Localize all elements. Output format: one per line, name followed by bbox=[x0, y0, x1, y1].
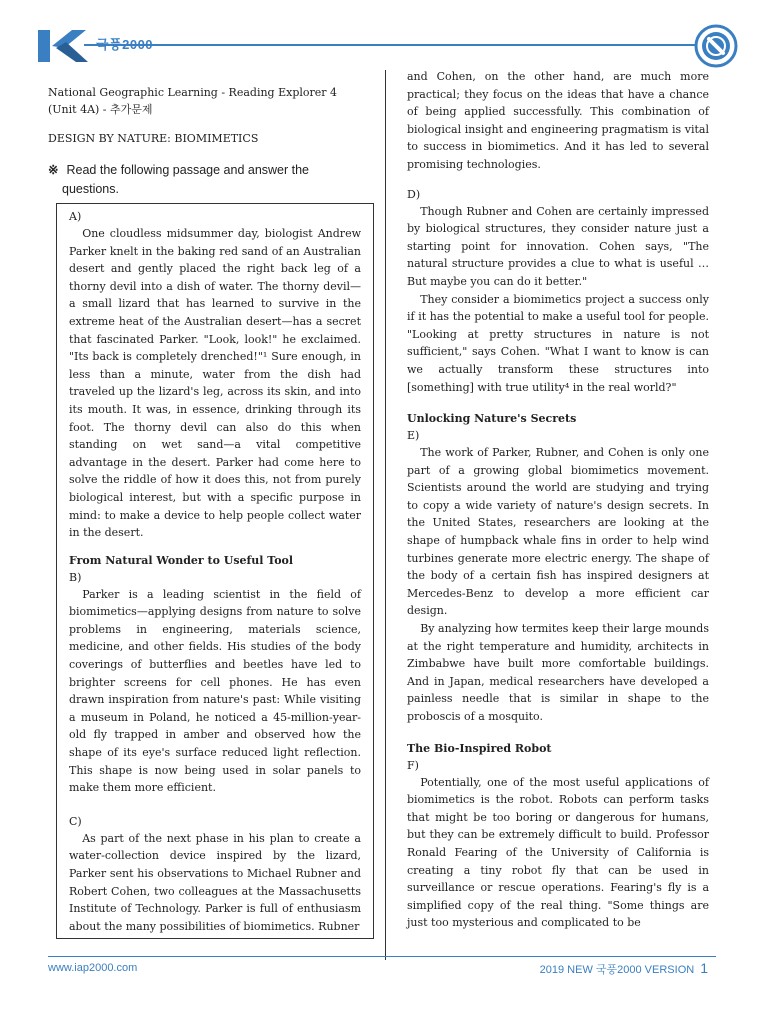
right-column bbox=[407, 68, 709, 932]
reference-mark: ※ bbox=[48, 163, 59, 177]
instruction-text: Read the following passage and answer the bbox=[66, 163, 310, 177]
section-d-paragraph-2: They consider a biomimetics project a success only if it has the potential to make a useful tool for people. "Looking at pretty structures in nature is not sufficient," says Cohen. "What I want to know is can we actually transform these structures into [something] with true utility⁴ in the real world?" bbox=[407, 292, 709, 394]
section-e-paragraph-2: By analyzing how termites keep their large mounds at the right temperature and humidity, architects in Zimbabwe have built more comfortable buildings. And in Japan, medical researchers have developed a painless needle that is similar in shape to the proboscis of a mosquito. bbox=[407, 622, 709, 723]
subheading-bio-robot: The Bio-Inspired Robot bbox=[407, 741, 552, 755]
passage-box bbox=[56, 203, 374, 939]
subheading-unlocking-secrets: Unlocking Nature's Secrets bbox=[407, 412, 577, 426]
section-d-paragraph-1: Though Rubner and Cohen are certainly impressed by biological structures, they consider nature just a starting point for innovation. Cohen says, "The natural structure provides a clue to what is useful … But maybe you can do it better." bbox=[407, 204, 709, 288]
page-number: 1 bbox=[700, 960, 708, 976]
instruction bbox=[48, 161, 374, 199]
header-brand: 국풍2000 bbox=[96, 37, 154, 52]
k-logo-icon bbox=[36, 28, 90, 64]
section-b-paragraph: Parker is a leading scientist in the field of biomimetics—applying designs from nature to solve problems in engineering, materials science, medicine, and other fields. His studies of the body coverings of butterflies and beetles have led to brighter screens for cell phones. He has even drawn inspiration from nature's past: While visiting a museum in Poland, he noticed a 45-million-year-old fly trapped in amber and observed how the shape of its eye's surface reduced light reflection. This shape is now being used in solar panels to make them more efficient. bbox=[69, 587, 361, 795]
footer-version-text: 2019 NEW 국풍2000 VERSION bbox=[539, 964, 695, 976]
instruction-text-cont: questions. bbox=[62, 182, 119, 196]
footer-rule bbox=[48, 956, 716, 957]
section-a-label: A) bbox=[69, 210, 82, 223]
section-f-paragraph: Potentially, one of the most useful applications of biomimetics is the robot. Robots can perform tasks that might be too boring or dangerous for humans, but they can be extremely difficult to build. Professor Ronald Fearing of the University of California is creating a tiny robot fly that can be used in surveillance or rescue operations. Fearing's fly is a simplified copy of the real thing. "Some things are just too mysterious and complicated to be bbox=[407, 775, 709, 930]
header-rule bbox=[84, 44, 704, 46]
section-c-label: C) bbox=[69, 814, 82, 828]
source-line: National Geographic Learning - Reading Explorer 4 bbox=[48, 86, 338, 99]
footer-version bbox=[540, 960, 708, 977]
unit-line: (Unit 4A) - 추가문제 bbox=[48, 103, 153, 116]
passage-title: DESIGN BY NATURE: BIOMIMETICS bbox=[48, 132, 259, 145]
subheading-natural-wonder: From Natural Wonder to Useful Tool bbox=[69, 553, 294, 567]
footer-url[interactable]: www.iap2000.com bbox=[48, 962, 138, 974]
section-a-paragraph: One cloudless midsummer day, biologist Andrew Parker knelt in the baking red sand of an Australian desert and gently placed the right back leg of a thorny devil into a dish of water. The thorny devil—a small lizard that has learned to survive in the extreme heat of the Australian desert—has a secret that fascinated Parker. "Look, look!" he exclaimed. "Its back is completely drenched!"¹ Sure enough, in less than a minute, water from the dish had traveled up the lizard's leg, across its skin, and into its mouth. It was, in essence, drinking through its foot. The thorny devil can also do this when standing on wet sand—a vital competitive advantage in the desert. Parker had come here to solve the riddle of how it does this, not from purely biological interest, but with a specific purpose in mind: to make a device to help people collect water in the desert. bbox=[69, 227, 361, 540]
section-c-paragraph: As part of the next phase in his plan to create a water-collection device inspired by the lizard, Parker sent his observations to Michael Rubner and Robert Cohen, two colleagues at the Massachusetts Institute of Technology. Parker is full of enthusiasm about the many possibilities of biomimetics. Rubner bbox=[69, 831, 361, 933]
section-e-label: E) bbox=[407, 429, 420, 443]
section-d-label: D) bbox=[407, 187, 421, 201]
column-divider bbox=[385, 70, 386, 960]
page-header bbox=[0, 0, 768, 72]
section-b-label: B) bbox=[69, 570, 82, 584]
left-column bbox=[48, 84, 374, 939]
section-c-continued: and Cohen, on the other hand, are much more practical; they focus on the ideas that have a chance of being applied successfully. This combination of biological insight and engineering pragmatism is vital to success in biomimetics. And it has led to several promising technologies. bbox=[407, 70, 709, 171]
section-e-paragraph-1: The work of Parker, Rubner, and Cohen is only one part of a growing global biomimetics movement. Scientists around the world are studying and trying to copy a wide variety of nature's design secrets. In the United States, researchers are looking at the shape of humpback whale fins in order to help wind turbines generate more electric energy. The shape of the body of a certain fish has inspired designers at Mercedes-Benz to develop a more efficient car design. bbox=[407, 446, 709, 618]
section-f-label: F) bbox=[407, 758, 419, 772]
circle-emblem-icon bbox=[694, 24, 738, 68]
